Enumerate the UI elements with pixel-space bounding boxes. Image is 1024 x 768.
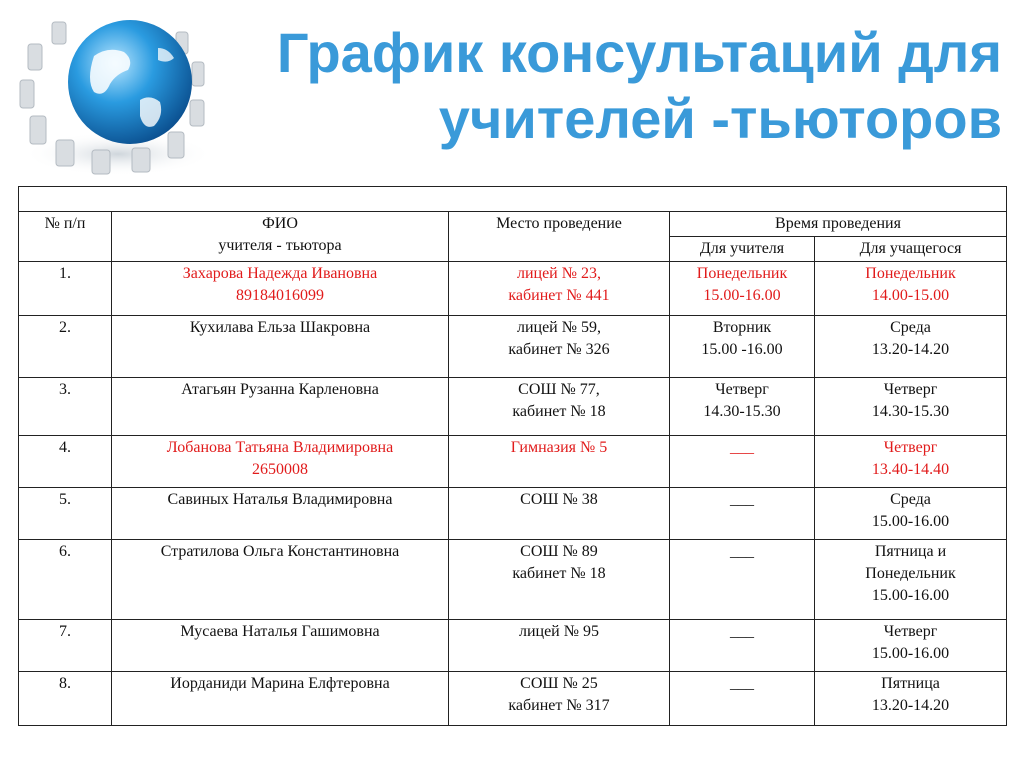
- header-num: № п/п: [19, 212, 112, 262]
- cell-student-line: 13.20-14.20: [871, 697, 950, 714]
- cell-student: [815, 262, 1007, 316]
- cell-fio: [112, 378, 449, 436]
- cell-fio-line: 89184016099: [236, 287, 324, 304]
- table-blank-cell: [19, 187, 1007, 212]
- cell-num: [19, 378, 112, 436]
- cell-teacher: [670, 672, 815, 726]
- cell-teacher: [670, 620, 815, 672]
- cell-num: [19, 540, 112, 620]
- cell-fio-line: Савиных Наталья Владимировна: [167, 491, 393, 508]
- header-teacher: Для учителя: [670, 237, 815, 262]
- cell-fio-line: Стратилова Ольга Константиновна: [160, 543, 400, 560]
- cell-teacher-line: ___: [730, 675, 754, 692]
- cell-place-line: кабинет № 18: [512, 403, 606, 420]
- cell-place: [449, 436, 670, 488]
- cell-place-line: СОШ № 25: [520, 675, 598, 692]
- cell-place-line: СОШ № 89: [520, 543, 598, 560]
- cell-place: [449, 488, 670, 540]
- cell-fio: [112, 620, 449, 672]
- cell-num-line: 7.: [59, 623, 71, 640]
- cell-num-line: 6.: [59, 543, 71, 560]
- cell-num: [19, 620, 112, 672]
- cell-fio-line: 2650008: [252, 461, 308, 478]
- cell-student-line: Четверг: [883, 439, 938, 456]
- cell-student-line: Четверг: [883, 381, 938, 398]
- cell-fio-line: Атагьян Рузанна Карленовна: [181, 381, 379, 398]
- cell-fio: [112, 672, 449, 726]
- cell-teacher-line: Четверг: [715, 381, 769, 398]
- table-row: [19, 540, 1007, 620]
- cell-teacher-line: Вторник: [712, 319, 772, 336]
- cell-num-line: 8.: [59, 675, 71, 692]
- cell-fio-line: Лобанова Татьяна Владимировна: [166, 439, 394, 456]
- cell-num: [19, 436, 112, 488]
- cell-place-line: Гимназия № 5: [510, 439, 608, 456]
- header-place: Место проведение: [449, 212, 670, 262]
- cell-num-line: 5.: [59, 491, 71, 508]
- table-row: [19, 436, 1007, 488]
- cell-student-line: 15.00-16.00: [871, 587, 950, 604]
- cell-place-line: лицей № 23,: [516, 265, 602, 282]
- cell-teacher-line: ___: [730, 439, 754, 456]
- cell-student: [815, 672, 1007, 726]
- cell-teacher-line: Понедельник: [696, 265, 788, 282]
- cell-student-line: Понедельник: [865, 565, 956, 582]
- cell-student-line: Четверг: [883, 623, 938, 640]
- cell-student: [815, 540, 1007, 620]
- cell-student: [815, 436, 1007, 488]
- header-fio: [112, 212, 449, 262]
- cell-num-line: 2.: [59, 319, 71, 336]
- cell-num: [19, 488, 112, 540]
- title-line-1: График консультаций для: [276, 21, 1002, 84]
- cell-student-line: Пятница и: [874, 543, 947, 560]
- table-row: [19, 620, 1007, 672]
- cell-fio-line: Иорданиди Марина Елфтеровна: [170, 675, 390, 692]
- cell-student-line: Среда: [890, 319, 931, 336]
- cell-fio-line: Захарова Надежда Ивановна: [182, 265, 378, 282]
- cell-teacher-line: ___: [730, 491, 754, 508]
- cell-student: [815, 620, 1007, 672]
- header-fio-line1: ФИО: [262, 215, 298, 232]
- cell-place-line: лицей № 95: [518, 623, 600, 640]
- cell-num-line: 3.: [59, 381, 71, 398]
- cell-place-line: кабинет № 18: [512, 565, 606, 582]
- cell-place: [449, 378, 670, 436]
- cell-place: [449, 262, 670, 316]
- cell-fio: [112, 262, 449, 316]
- cell-teacher: [670, 488, 815, 540]
- cell-fio-line: Мусаева Наталья Гашимовна: [180, 623, 380, 640]
- cell-place: [449, 316, 670, 378]
- cell-student-line: Пятница: [881, 675, 940, 692]
- cell-student-line: 13.40-14.40: [871, 461, 950, 478]
- cell-student-line: 15.00-16.00: [871, 645, 950, 662]
- cell-student: [815, 378, 1007, 436]
- cell-fio: [112, 436, 449, 488]
- table-row: [19, 378, 1007, 436]
- header-fio-line2: учителя - тьютора: [218, 237, 342, 254]
- cell-place: [449, 620, 670, 672]
- header-student: Для учащегося: [815, 237, 1007, 262]
- cell-place-line: лицей № 59,: [516, 319, 602, 336]
- consultation-schedule-table: [18, 186, 1007, 726]
- globe-logo-icon: [8, 4, 218, 182]
- table-row: [19, 316, 1007, 378]
- cell-num: [19, 316, 112, 378]
- cell-fio: [112, 316, 449, 378]
- cell-num-line: 4.: [59, 439, 71, 456]
- cell-place-line: кабинет № 441: [508, 287, 610, 304]
- page-title: [277, 20, 1002, 152]
- cell-num: [19, 262, 112, 316]
- cell-place-line: СОШ № 77,: [518, 381, 600, 398]
- cell-student: [815, 488, 1007, 540]
- cell-student-line: 14.30-15.30: [871, 403, 950, 420]
- header-time: Время проведения: [670, 212, 1007, 237]
- cell-teacher: [670, 262, 815, 316]
- cell-fio-line: Кухилава Ельза Шакровна: [189, 319, 371, 336]
- cell-student-line: 15.00-16.00: [871, 513, 950, 530]
- cell-place: [449, 540, 670, 620]
- cell-num-line: 1.: [59, 265, 71, 282]
- cell-place: [449, 672, 670, 726]
- table-header-row: [19, 212, 1007, 237]
- cell-teacher: [670, 436, 815, 488]
- cell-student-line: Понедельник: [865, 265, 956, 282]
- cell-teacher-line: 15.00-16.00: [703, 287, 781, 304]
- cell-place-line: кабинет № 326: [508, 341, 610, 358]
- title-line-2: учителей -тьюторов: [438, 87, 1002, 150]
- table-blank-row: [19, 187, 1007, 212]
- cell-teacher: [670, 540, 815, 620]
- cell-student-line: 13.20-14.20: [871, 341, 950, 358]
- table-row: [19, 488, 1007, 540]
- cell-fio: [112, 540, 449, 620]
- table-row: [19, 262, 1007, 316]
- cell-place-line: СОШ № 38: [520, 491, 598, 508]
- cell-teacher-line: ___: [730, 623, 754, 640]
- cell-teacher: [670, 316, 815, 378]
- table-row: [19, 672, 1007, 726]
- cell-teacher-line: ___: [730, 543, 754, 560]
- cell-teacher-line: 15.00 -16.00: [701, 341, 783, 358]
- cell-num: [19, 672, 112, 726]
- cell-teacher-line: 14.30-15.30: [703, 403, 781, 420]
- cell-place-line: кабинет № 317: [508, 697, 610, 714]
- cell-teacher: [670, 378, 815, 436]
- cell-fio: [112, 488, 449, 540]
- cell-student-line: Среда: [890, 491, 931, 508]
- cell-student: [815, 316, 1007, 378]
- cell-student-line: 14.00-15.00: [871, 287, 950, 304]
